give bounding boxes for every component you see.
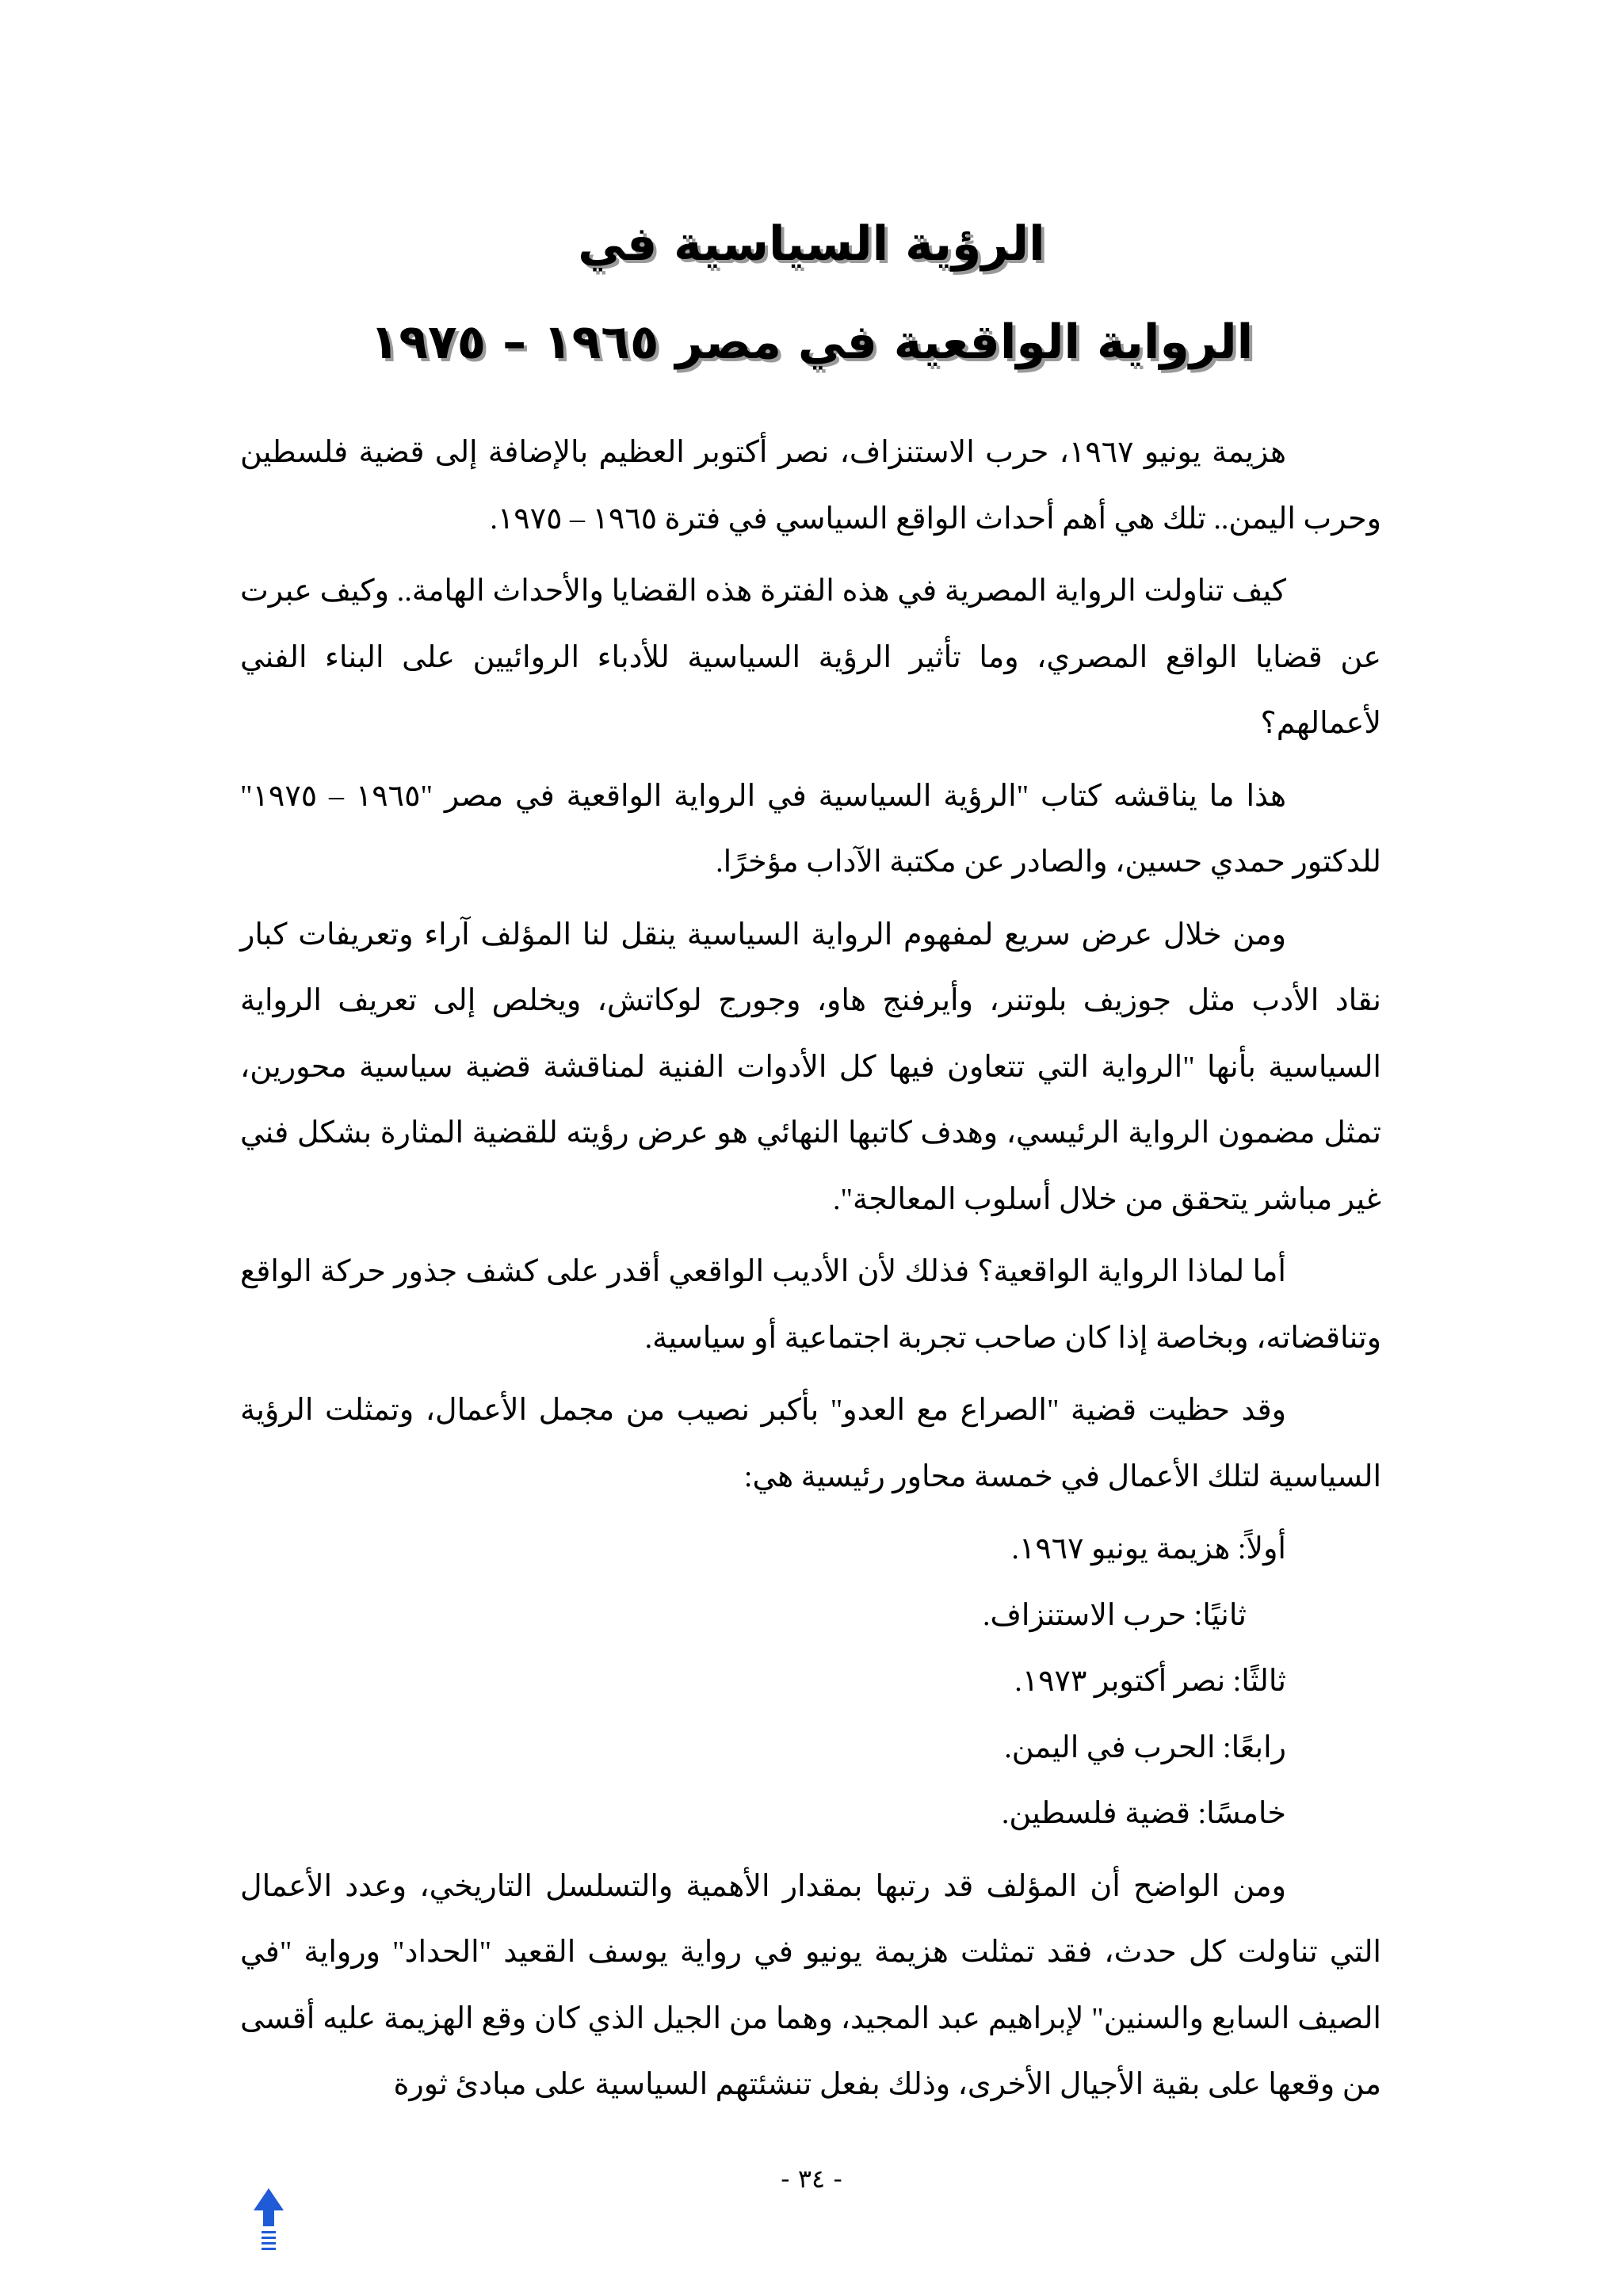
paragraph-4: ومن خلال عرض سريع لمفهوم الرواية السياسية ينقل لنا المؤلف آراء وتعريفات كبار نقاد الأدب مثل جوزيف بلوتنر، وأيرفنج هاو، وجورج لوكاتش، ويخلص إلى تعريف الرواية السياسية بأنها "الرواية التي تتعاون فيها كل الأدوات الفنية لمناقشة قضية سياسية محورين، تمثل مضمون الرواية الرئيسي، وهدف كاتبها النهائي هو عرض رؤيته للقضية المثارة بشكل فني غير مباشر يتحقق من خلال أسلوب المعالجة". [240, 917, 1381, 1216]
list-item: ثانيًا: حرب الاستنزاف. [983, 1598, 1247, 1632]
paragraph-2: كيف تناولت الرواية المصرية في هذه الفترة هذه القضايا والأحداث الهامة.. وكيف عبرت عن قضايا الواقع المصري، وما تأثير الرؤية السياسية للأدباء الروائيين على البناء الفني لأعمالهم؟ [240, 574, 1381, 740]
article-body [240, 420, 1381, 2125]
title-line-2: الرواية الواقعية في مصر ١٩٦٥ – ١٩٧٥ [369, 315, 1254, 370]
arrow-up-icon [252, 2187, 285, 2252]
back-to-top-button[interactable] [252, 2187, 285, 2252]
paragraph-1: هزيمة يونيو ١٩٦٧، حرب الاستنزاف، نصر أكتوبر العظيم بالإضافة إلى قضية فلسطين وحرب اليمن.. تلك هي أهم أحداث الواقع السياسي في فترة ١٩٦٥ – ١٩٧٥. [240, 436, 1381, 536]
title-line-1: الرؤية السياسية في [578, 216, 1045, 272]
page-number: - ٣٤ - [781, 2164, 842, 2194]
paragraph-5: أما لماذا الرواية الواقعية؟ فذلك لأن الأديب الواقعي أقدر على كشف جذور حركة الواقع وتناقضاته، وبخاصة إذا كان صاحب تجربة اجتماعية أو سياسية. [240, 1255, 1381, 1355]
list-item: ثالثًا: نصر أكتوبر ١٩٧٣. [1014, 1665, 1286, 1698]
paragraph-6: وقد حظيت قضية "الصراع مع العدو" بأكبر نصيب من مجمل الأعمال، وتمثلت الرؤية السياسية لتلك الأعمال في خمسة محاور رئيسية هي: [240, 1394, 1381, 1493]
axes-list [240, 1516, 1381, 1848]
list-item: رابعًا: الحرب في اليمن. [1004, 1730, 1286, 1764]
list-item: خامسًا: قضية فلسطين. [1001, 1797, 1286, 1830]
list-item: أولاً: هزيمة يونيو ١٩٦٧. [1011, 1532, 1286, 1566]
paragraph-3: هذا ما يناقشه كتاب "الرؤية السياسية في الرواية الواقعية في مصر "١٩٦٥ – ١٩٧٥" للدكتور حمدي حسين، والصادر عن مكتبة الآداب مؤخرًا. [240, 779, 1381, 879]
paragraph-7: ومن الواضح أن المؤلف قد رتبها بمقدار الأهمية والتسلسل التاريخي، وعدد الأعمال التي تناولت كل حدث، فقد تمثلت هزيمة يونيو في رواية يوسف القعيد "الحداد" ورواية "في الصيف السابع والسنين" لإبراهيم عبد المجيد، وهما من الجيل الذي كان وقع الهزيمة عليه أقسى من وقعها على بقية الأجيال الأخرى، وذلك بفعل تنشئتهم السياسية على مبادئ ثورة [240, 1869, 1381, 2101]
